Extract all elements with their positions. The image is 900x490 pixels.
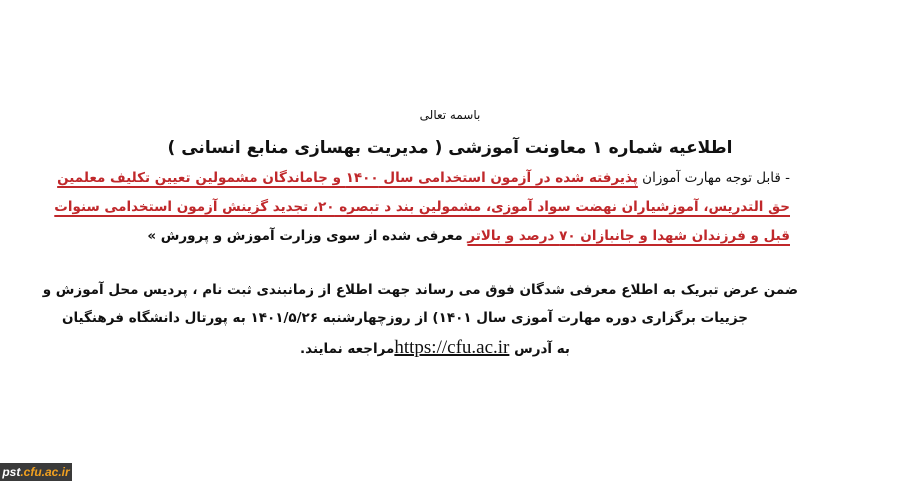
para1-line1-highlight: پذیرفته شده در آزمون استخدامی سال ۱۴۰۰ و جاماندگان مشمولین تعیین تکلیف معلمین xyxy=(57,170,638,186)
para1-line2 xyxy=(54,199,790,215)
salutation: باسمه تعالی xyxy=(419,108,481,122)
para1-line1-plain: - قابل توجه مهارت آموزان xyxy=(637,170,790,186)
portal-link[interactable]: https://cfu.ac.ir xyxy=(394,337,510,358)
para2-line3 xyxy=(300,337,570,359)
watermark-part2: .cfu.ac.ir xyxy=(20,465,70,479)
announcement-title: اطلاعیه شماره ۱ معاونت آموزشی ( مدیریت بهسازی منابع انسانی ) xyxy=(167,138,733,158)
site-watermark xyxy=(0,463,72,481)
para1-line3 xyxy=(147,228,790,244)
para1-line1 xyxy=(57,170,790,186)
para2-line1: ضمن عرض تبریک به اطلاع معرفی شدگان فوق می رساند جهت اطلاع از زمانبندی ثبت نام ، پردیس محل آموزش و xyxy=(42,282,798,298)
para1-line2-highlight: حق التدریس، آموزشیاران نهضت سواد آموزی، مشمولین بند د تبصره ۲۰، تجدید گزینش آزمون استخدامی سنوات xyxy=(54,199,790,215)
para2-line2: جزییات برگزاری دوره مهارت آموزی سال ۱۴۰۱) از روزچهارشنبه ۱۴۰۱/۵/۲۶ به پورتال دانشگاه فرهنگیان xyxy=(61,310,748,326)
watermark-part1: pst xyxy=(2,465,21,479)
para1-line3-highlight: قبل و فرزندان شهدا و جانبازان ۷۰ درصد و بالاتر xyxy=(467,228,790,244)
para1-line3-plain: معرفی شده از سوی وزارت آموزش و پرورش » xyxy=(147,228,468,244)
address-label: به آدرس xyxy=(509,341,570,357)
para2-line3-end: مراجعه نمایند. xyxy=(300,341,395,357)
